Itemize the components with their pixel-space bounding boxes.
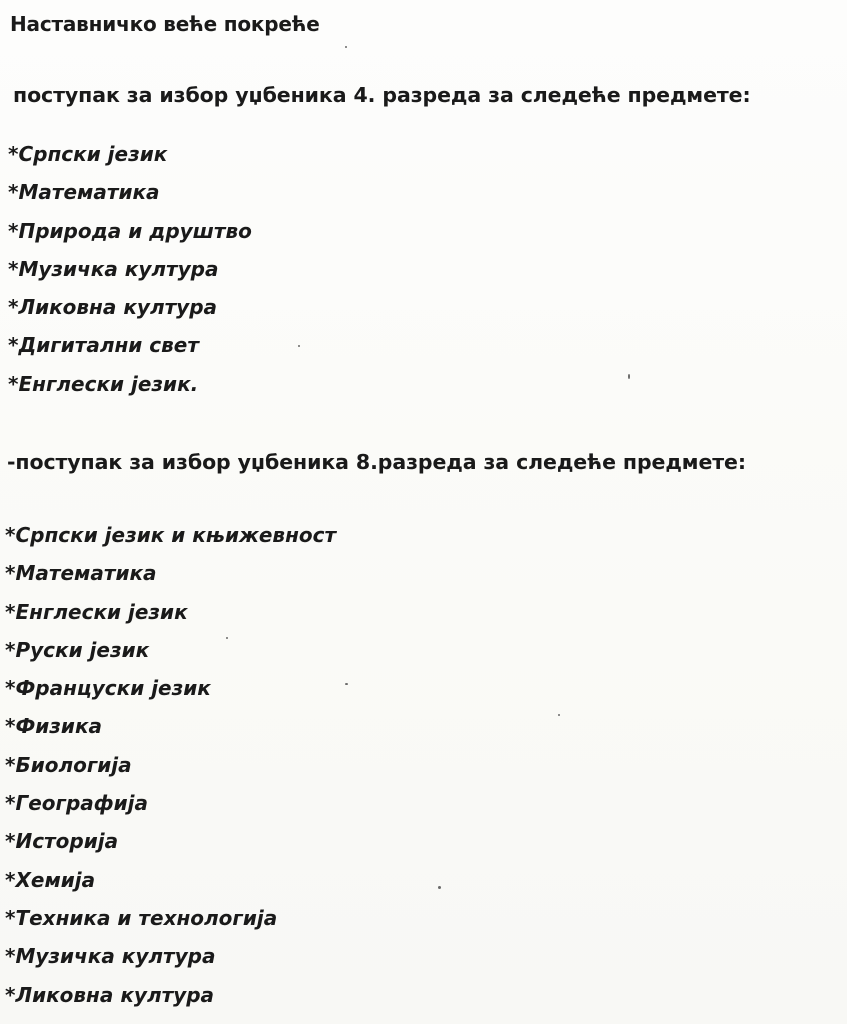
scan-speck: [628, 374, 630, 379]
scan-speck: [345, 683, 348, 685]
list-item: *Енглески језик.: [8, 371, 199, 396]
list-item: *Руски језик: [5, 637, 150, 662]
list-item: *Ликовна култура: [5, 982, 215, 1007]
list-item: *Историја: [5, 829, 119, 854]
grade-8-subject-list: [5, 521, 336, 1019]
list-item: *Француски језик: [5, 676, 211, 701]
list-item: *Српски језик и књижевност: [5, 523, 337, 547]
list-item: *Математика: [5, 561, 157, 586]
grade-4-subject-list: [8, 140, 252, 408]
scan-speck: [558, 714, 560, 716]
list-item: *Ликовна култура: [8, 295, 218, 320]
list-item: *Музичка култура: [5, 944, 216, 969]
scan-speck: [438, 886, 441, 889]
grade-4-heading: поступак за избор уџбеника 4. разреда за следеће предмете:: [13, 83, 751, 107]
list-item: *Математика: [8, 180, 160, 205]
list-item: *Музичка култура: [8, 256, 219, 281]
list-item: *Енглески језик: [5, 599, 188, 624]
list-item: *Природа и друштво: [8, 218, 252, 243]
scan-speck: [298, 345, 300, 347]
grade-8-heading: -поступак за избор уџбеника 8.разреда за следеће предмете:: [7, 450, 746, 474]
list-item: *Дигитални свет: [8, 333, 199, 358]
list-item: *Биологија: [5, 752, 132, 777]
list-item: *Српски језик: [8, 142, 168, 166]
list-item: *Географија: [5, 791, 148, 816]
scan-speck: [226, 637, 228, 639]
list-item: *Физика: [5, 714, 103, 739]
scan-speck: [345, 46, 347, 48]
list-item: *Техника и технологија: [5, 905, 278, 930]
intro-text: Наставничко веће покреће: [10, 12, 320, 36]
list-item: *Хемија: [5, 867, 96, 892]
